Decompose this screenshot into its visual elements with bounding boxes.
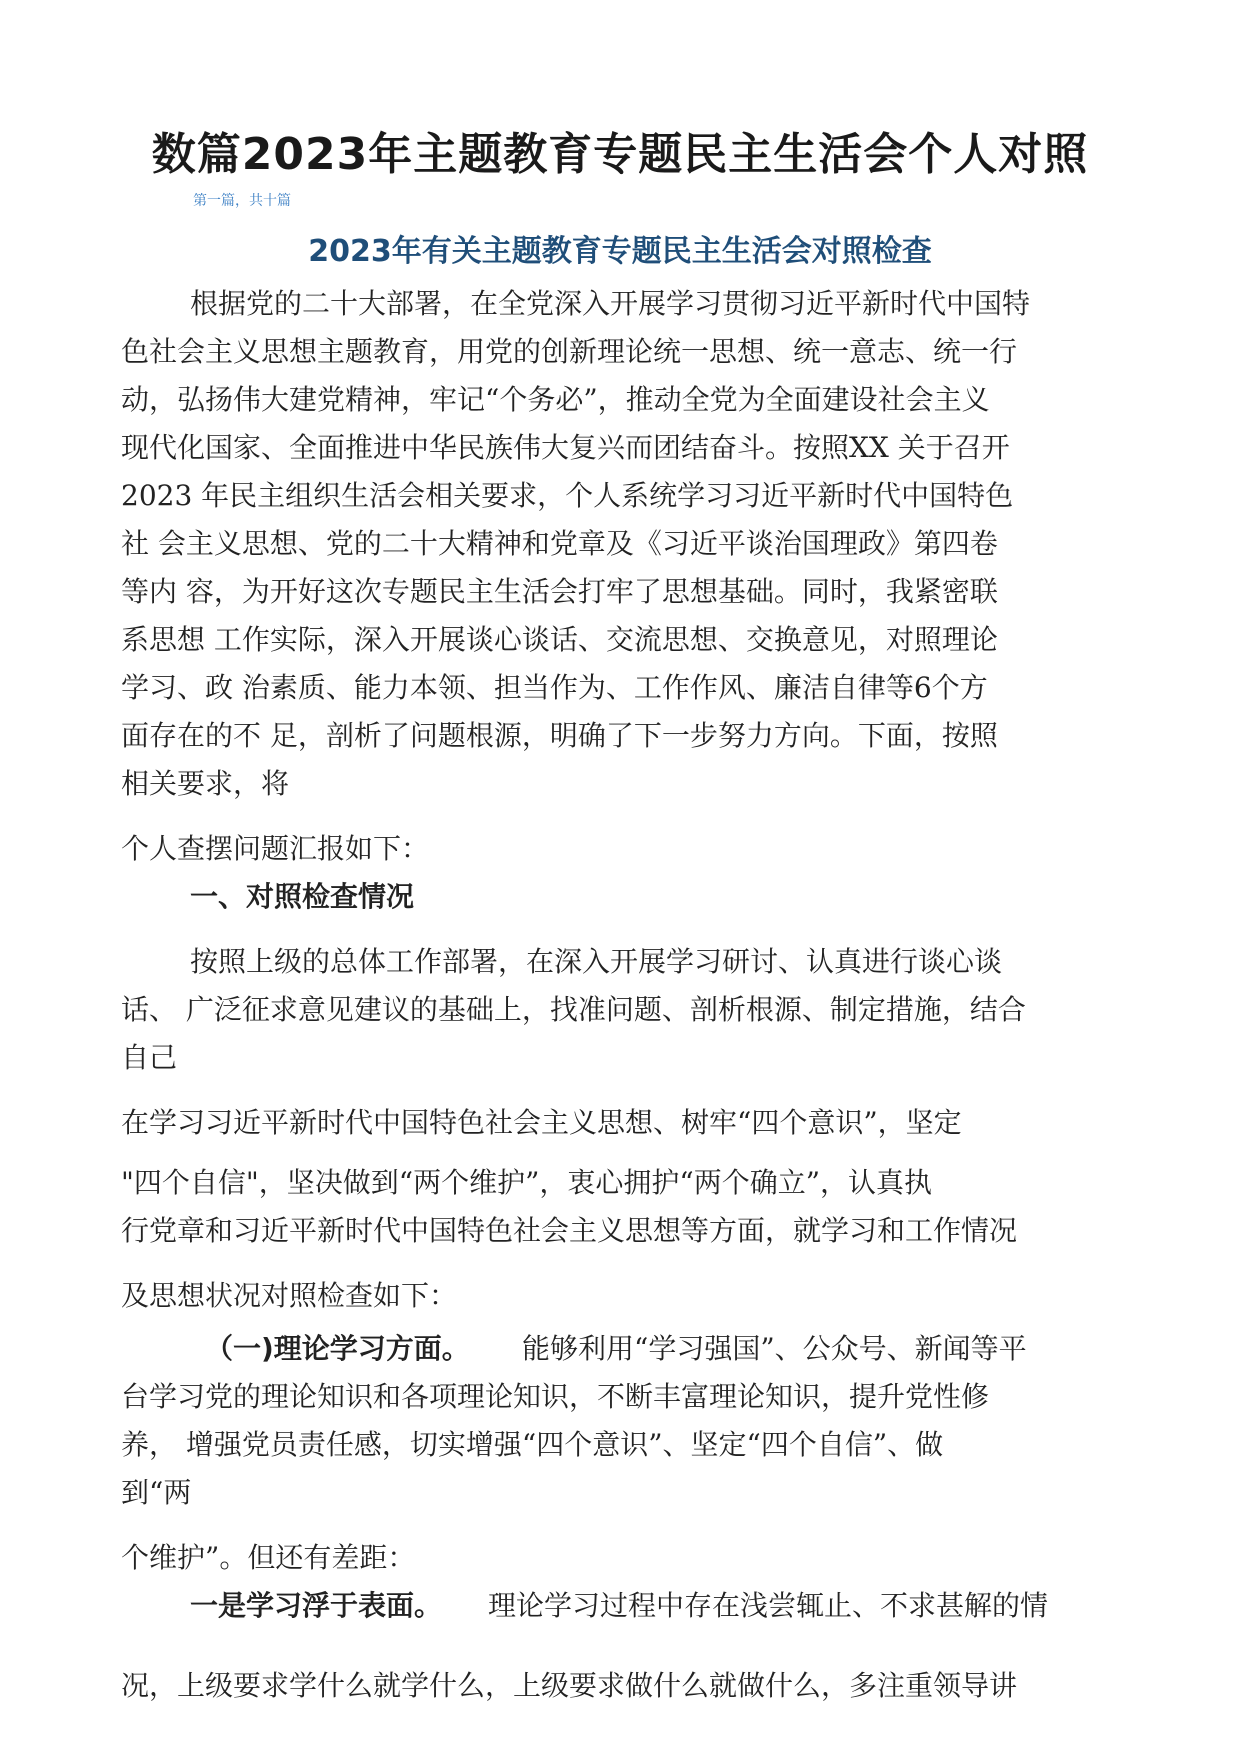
body-line: 相关要求，将 <box>121 767 290 800</box>
body-line: 个维护”。但还有差距： <box>121 1541 416 1574</box>
body-line: 等内 容，为开好这次专题民主生活会打牢了思想基础。同时，我紧密联 <box>121 575 998 608</box>
body-line: 行党章和习近平新时代中国特色社会主义思想等方面，就学习和工作情况 <box>121 1214 1018 1247</box>
body-line: 按照上级的总体工作部署，在深入开展学习研讨、认真进行谈心谈 <box>190 945 1003 978</box>
body-line: 根据党的二十大部署，在全党深入开展学习贯彻习近平新时代中国特 <box>190 287 1031 320</box>
body-line: 况，上级要求学什么就学什么，上级要求做什么就做什么，多注重领导讲 <box>121 1669 1018 1702</box>
body-line: 系思想 工作实际，深入开展谈心谈话、交流思想、交换意见，对照理论 <box>121 623 998 656</box>
point-heading: 一是学习浮于表面。 <box>190 1589 443 1622</box>
body-line: 在学习习近平新时代中国特色社会主义思想、树牢“四个意识”，坚定 <box>121 1106 962 1139</box>
body-line: 话、 广泛征求意见建议的基础上，找准问题、剖析根源、制定措施，结合 <box>121 993 1026 1026</box>
body-line: 个人查摆问题汇报如下： <box>121 832 430 865</box>
body-line: 到“两 <box>121 1476 192 1509</box>
body-line: 理论学习过程中存在浅尝辄止、不求甚解的情 <box>488 1589 1049 1622</box>
page-indicator: 第一篇，共十篇 <box>193 193 291 209</box>
body-line: 台学习党的理论知识和各项理论知识，不断丰富理论知识，提升党性修 <box>121 1380 990 1413</box>
body-line: 能够利用“学习强国”、公众号、新闻等平 <box>522 1332 1027 1365</box>
body-line: 及思想状况对照检查如下： <box>121 1279 458 1312</box>
body-line: 自己 <box>121 1041 178 1074</box>
document-subtitle: 2023年有关主题教育专题民主生活会对照检查 <box>308 234 932 269</box>
body-line: 动，弘扬伟大建党精神，牢记“个务必”，推动全党为全面建设社会主义 <box>121 383 990 416</box>
body-line: 现代化国家、全面推进中华民族伟大复兴而团结奋斗。按照XX 关于召开 <box>121 431 1010 464</box>
body-line: 面存在的不 足，剖析了问题根源，明确了下一步努力方向。下面，按照 <box>121 719 998 752</box>
subsection-heading: （一)理论学习方面。 <box>205 1332 470 1365</box>
body-line: 2023 年民主组织生活会相关要求，个人系统学习习近平新时代中国特色 <box>121 479 1014 512</box>
section-heading: 一、对照检查情况 <box>190 880 415 913</box>
document-title: 数篇2023年主题教育专题民主生活会个人对照 <box>151 129 1089 180</box>
body-line: "四个自信"，坚决做到“两个维护”，衷心拥护“两个确立”，认真执 <box>121 1166 933 1199</box>
body-line: 色社会主义思想主题教育，用党的创新理论统一思想、统一意志、统一行 <box>121 335 1018 368</box>
body-line: 社 会主义思想、党的二十大精神和党章及《习近平谈治国理政》第四卷 <box>121 527 998 560</box>
body-line: 养， 增强党员责任感，切实增强“四个意识”、坚定“四个自信”、做 <box>121 1428 944 1461</box>
body-line: 学习、政 治素质、能力本领、担当作为、工作作风、廉洁自律等6个方 <box>121 671 988 704</box>
